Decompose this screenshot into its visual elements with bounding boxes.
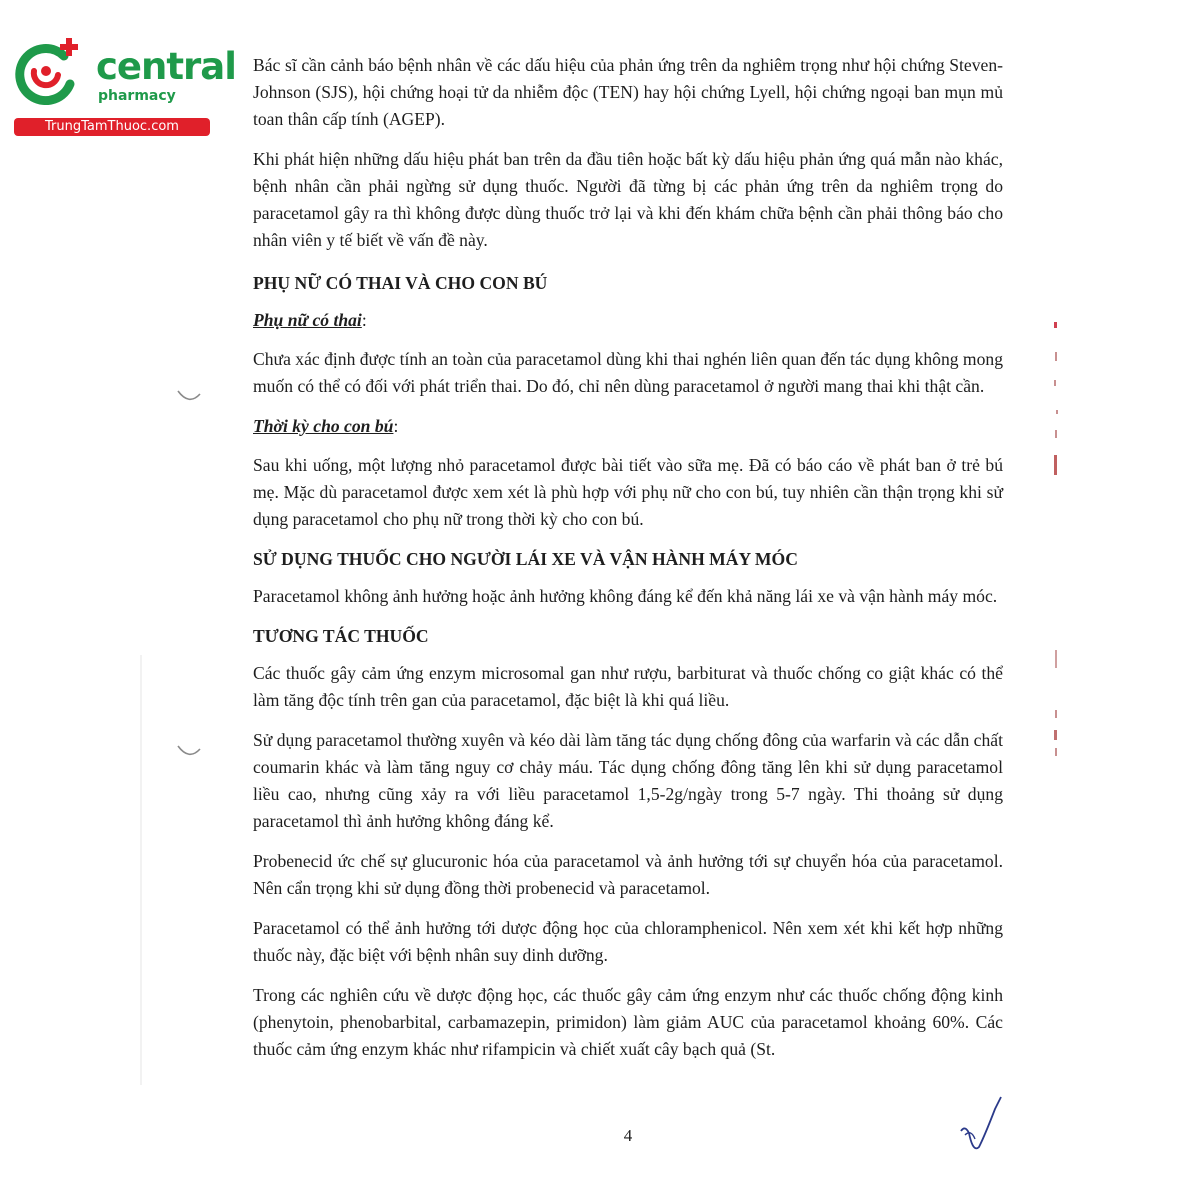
interaction-paragraph-chloramphenicol: Paracetamol có thể ảnh hưởng tới dược động học của chloramphenicol. Nên xem xét khi kết hợp những thuốc này, đặc biệt với bệnh nhân suy dinh dưỡng. xyxy=(253,918,1003,965)
brand-subtitle: pharmacy xyxy=(98,88,176,104)
driving-paragraph: Paracetamol không ảnh hưởng hoặc ảnh hưởng không đáng kể đến khả năng lái xe và vận hành máy móc. xyxy=(253,586,998,606)
brand-name: central xyxy=(96,45,236,88)
punch-hole-mark xyxy=(176,743,202,761)
subheading-label: Phụ nữ có thai xyxy=(253,310,362,330)
signature-mark xyxy=(955,1095,1005,1160)
interaction-paragraph-liver-enzymes: Các thuốc gây cảm ứng enzym microsomal gan như rượu, barbiturat và thuốc chống co giật khác có thể làm tăng độc tính trên gan của paracetamol, đặc biệt là khi quá liều. xyxy=(253,663,1003,710)
central-pharmacy-logo xyxy=(12,38,236,138)
rash-stop-drug-paragraph: Khi phát hiện những dấu hiệu phát ban trên da đầu tiên hoặc bất kỳ dấu hiệu phản ứng quá mẫn nào khác, bệnh nhân cần phải ngừng sử dụng thuốc. Người đã từng bị các phản ứng trên da nghiêm trọng do paracetamol gây ra thì không được dùng thuốc trở lại và khi đến khám chữa bệnh cần phải thông báo cho nhân viên y tế biết về vấn đề này. xyxy=(253,149,1003,250)
interaction-paragraph-warfarin: Sử dụng paracetamol thường xuyên và kéo dài làm tăng tác dụng chống đông của warfarin và các dẫn chất coumarin khác và làm tăng nguy cơ chảy máu. Tác dụng chống đông tăng lên khi sử dụng paracetamol liều cao, nhưng cũng xảy ra với liều paracetamol 1,5-2g/ngày trong 5-7 ngày. Thi thoảng sử dụng paracetamol thì ảnh hưởng không đáng kể. xyxy=(253,730,1003,831)
subheading-pregnant-women: Phụ nữ có thai: xyxy=(253,310,367,330)
interaction-paragraph-pharmacokinetics: Trong các nghiên cứu về dược động học, các thuốc gây cảm ứng enzym như các thuốc chống động kinh (phenytoin, phenobarbital, carbamazepin, primidon) làm giảm AUC của paracetamol khoảng 60%. Các thuốc cảm ứng enzym khác như rifampicin và chiết xuất cây bạch quả (St. xyxy=(253,985,1003,1059)
document-body xyxy=(253,52,1003,1076)
subheading-label: Thời kỳ cho con bú xyxy=(253,416,394,436)
scan-edge-marks xyxy=(1048,310,1064,770)
punch-hole-mark xyxy=(176,388,202,406)
brand-website: TrungTamThuoc.com xyxy=(14,118,210,136)
section-heading-pregnancy-lactation: PHỤ NỮ CÓ THAI VÀ CHO CON BÚ xyxy=(253,273,548,293)
scan-edge-line xyxy=(140,655,142,1085)
subheading-lactation: Thời kỳ cho con bú: xyxy=(253,416,399,436)
interaction-paragraph-probenecid: Probenecid ức chế sự glucuronic hóa của paracetamol và ảnh hưởng tới sự chuyển hóa của paracetamol. Nên cẩn trọng khi sử dụng đồng thời probenecid và paracetamol. xyxy=(253,851,1003,898)
section-heading-drug-interactions: TƯƠNG TÁC THUỐC xyxy=(253,626,429,646)
section-heading-driving: SỬ DỤNG THUỐC CHO NGƯỜI LÁI XE VÀ VẬN HÀNH MÁY MÓC xyxy=(253,549,798,569)
central-pharmacy-logo-icon xyxy=(12,38,82,108)
page-number: 4 xyxy=(623,1126,633,1145)
skin-reaction-warning-paragraph: Bác sĩ cần cảnh báo bệnh nhân về các dấu hiệu của phản ứng trên da nghiêm trọng như hội chứng Steven-Johnson (SJS), hội chứng hoại tử da nhiễm độc (TEN) hay hội chứng Lyell, hội chứng ngoại ban mụn mủ toan thân cấp tính (AGEP). xyxy=(253,55,1003,129)
lactation-paragraph: Sau khi uống, một lượng nhỏ paracetamol được bài tiết vào sữa mẹ. Đã có báo cáo về phát ban ở trẻ bú mẹ. Mặc dù paracetamol được xem xét là phù hợp với phụ nữ cho con bú, tuy nhiên cần thận trọng khi sử dụng paracetamol cho phụ nữ trong thời kỳ cho con bú. xyxy=(253,455,1003,529)
pregnancy-paragraph: Chưa xác định được tính an toàn của paracetamol dùng khi thai nghén liên quan đến tác dụng không mong muốn có thể có đối với phát triển thai. Do đó, chỉ nên dùng paracetamol ở người mang thai khi thật cần. xyxy=(253,349,1004,396)
